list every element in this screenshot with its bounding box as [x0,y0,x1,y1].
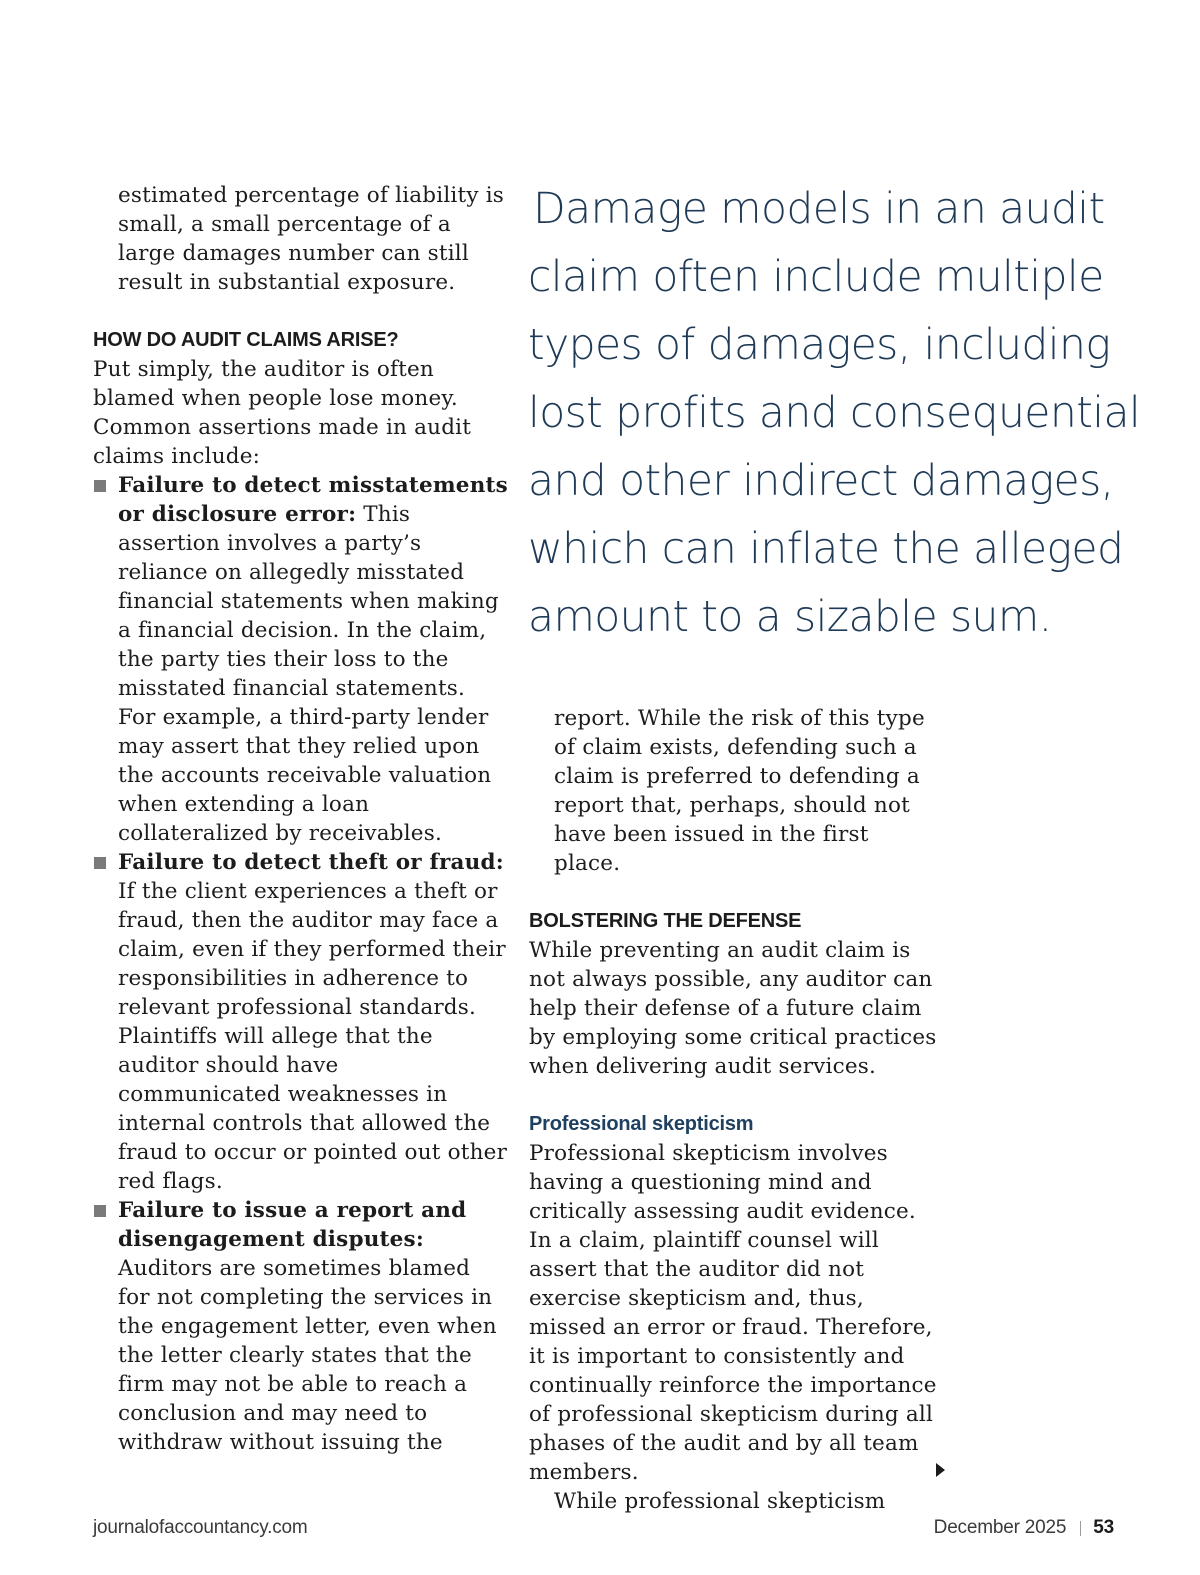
bullet-text: If the client experiences a theft or fraud, then the auditor may face a claim, even if they performed their responsibilities in adherence to relevant professional standards. Plaintiffs will allege that the auditor should have communicated weaknesses in internal controls that allowed the fraud to occur or pointed out other red flags. [118,879,508,1194]
square-bullet-icon [94,857,106,869]
footer-issue-info [934,1517,1114,1539]
defense-paragraph: While preventing an audit claim is not always possible, any auditor can help their defense of a future claim by employing some critical practices when delivering audit services. [529,938,937,1079]
list-item [93,848,508,1196]
continued-paragraph: While professional skepticism [554,1489,886,1514]
bullet-label: Failure to issue a report and disengagement disputes: [118,1198,467,1252]
report-continuation: report. While the risk of this type of claim exists, defending such a claim is preferred to defending a report that, perhaps, should not have been issued in the first place. [554,706,925,876]
bullet-text: This assertion involves a party’s reliance on allegedly misstated financial statements when making a financial decision. In the claim, the party ties their loss to the misstated financial statements. For example, a third-party lender may assert that they relied upon the accounts receivable valuation when extending a loan collateralized by receivables. [118,502,499,846]
footer-divider [1080,1521,1081,1536]
bullet-text: Auditors are sometimes blamed for not completing the services in the engagement letter, even when the letter clearly states that the firm may not be able to reach a conclusion and may need to withdraw without issuing the [118,1256,497,1455]
bullet-label: Failure to detect theft or fraud: [118,850,504,875]
footer-issue: December 2025 [933,1517,1067,1538]
pull-quote-line: claim often include multiple [528,253,1104,302]
pull-quote-line: which can inflate the alleged [528,525,1124,574]
section-heading-defense: BOLSTERING THE DEFENSE [529,910,802,932]
assertions-list [93,471,508,1457]
page-number: 53 [1093,1517,1114,1538]
pull-quote-line: types of damages, including [528,321,1111,370]
pull-quote-line: amount to a sizable sum. [528,593,1052,642]
section-heading-audit-claims: HOW DO AUDIT CLAIMS ARISE? [93,329,399,351]
subheading-skepticism: Professional skepticism [529,1113,754,1135]
left-column [93,181,508,1457]
bullet-label: Failure to detect misstatements or disclosure error: [118,473,508,527]
intro-continuation: estimated percentage of liability is small, a small percentage of a large damages number can still result in substantial exposure. [118,183,505,295]
list-item [93,471,508,848]
continue-arrow-icon [936,1463,945,1477]
pull-quote-line: Damage models in an audit [533,185,1105,234]
pull-quote-line: lost profits and consequential [528,389,1141,438]
square-bullet-icon [94,1205,106,1217]
skepticism-paragraph: Professional skepticism involves having a questioning mind and critically assessing audit evidence. In a claim, plaintiff counsel will assert that the auditor did not exercise skepticism and, thus, missed an error or fraud. Therefore, it is important to consistently and continually reinforce the importance of professional skepticism during all phases of the audit and by all team members. [529,1141,937,1485]
list-item [93,1196,508,1457]
right-column [529,704,939,1516]
lead-paragraph: Put simply, the auditor is often blamed when people lose money. Common assertions made in audit claims include: [93,357,472,469]
square-bullet-icon [94,480,106,492]
pull-quote [528,176,1148,652]
footer-site: journalofaccountancy.com [93,1517,308,1538]
pull-quote-line: and other indirect damages, [528,457,1114,506]
